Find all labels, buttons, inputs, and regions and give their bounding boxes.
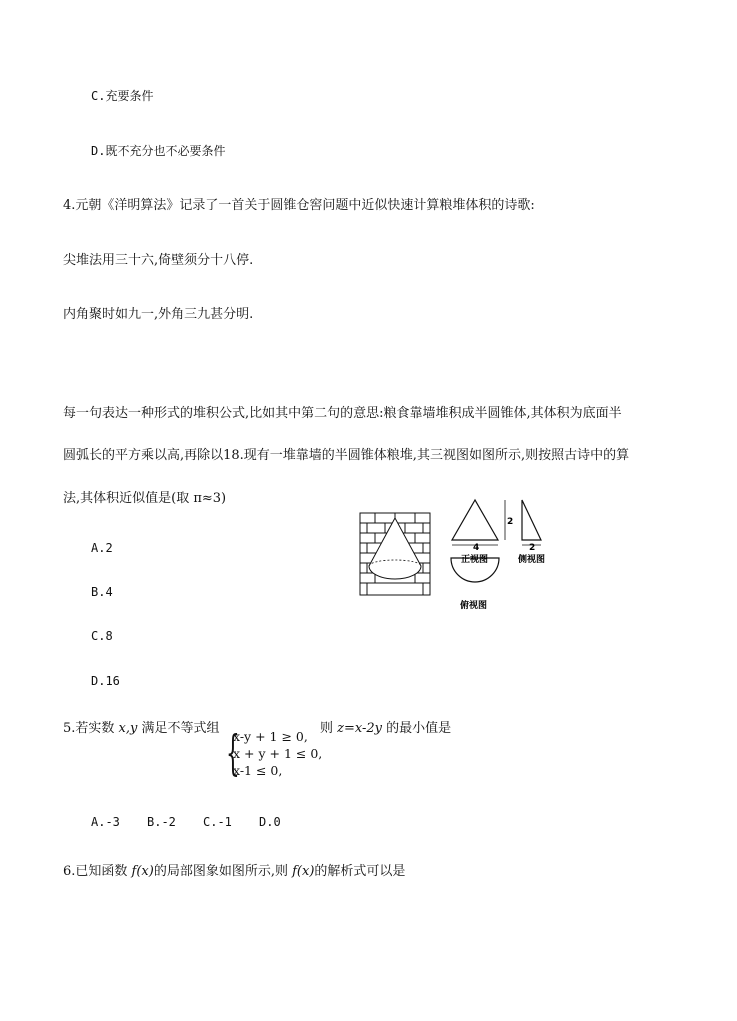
q6-fx-2: f(x) [292,864,315,879]
q4-option-d: D.16 [91,674,120,688]
q6-fx-1: f(x) [131,864,154,879]
front-view-label: 正视图 [461,555,489,565]
q4-option-a: A.2 [91,541,113,555]
dim-height-label: 2 [507,517,514,527]
q4-paragraph-line-2: 圆弧长的平方乘以高,再除以18.现有一堆靠墙的半圆锥体粮堆,其三视图如图所示,则按照古诗中的算 [63,448,630,463]
q4-option-c: C.8 [91,629,113,643]
dim-base-label: 4 [473,543,480,553]
q5-stem-prefix: 5.若实数 [63,721,119,736]
q5-post-2: 的最小值是 [382,721,452,736]
q5-objective: z=x-2y [337,721,382,736]
top-view-label: 俯视图 [460,601,488,611]
q4-poem-line-1: 尖堆法用三十六,倚壁须分十八停. [63,253,254,268]
q5-option-b: B.-2 [147,815,176,829]
q5-inequality-1: x-y + 1 ≥ 0, [233,729,308,744]
q5-post-1: 则 [320,721,338,736]
q4-paragraph-line-3: 法,其体积近似值是(取 π≈3) [63,491,227,506]
q5-question [320,721,451,737]
half-cone-illustration [369,518,421,579]
q6-stem-2: 的局部图象如图所示,则 [153,864,293,879]
q5-option-d: D.0 [259,815,281,829]
q4-stem: 4.元朝《洋明算法》记录了一首关于圆锥仓窖问题中近似快速计算粮堆体积的诗歌: [63,198,535,213]
q6-stem-3: 的解析式可以是 [314,864,406,879]
side-view-triangle [522,500,541,545]
q6-stem [63,864,405,880]
q5-stem-middle: 满足不等式组 [137,721,220,736]
q4-poem-line-2: 内角聚时如九一,外角三九甚分明. [63,307,254,322]
q5-option-a: A.-3 [91,815,120,829]
q5-option-c: C.-1 [203,815,232,829]
q5-stem [63,721,220,737]
option-d: D.既不充分也不必要条件 [91,144,226,158]
q4-option-b: B.4 [91,585,113,599]
q5-inequality-3: x-1 ≤ 0, [233,763,283,778]
dim-side-label: 2 [529,543,536,553]
front-view-triangle [452,500,505,545]
q4-figure [355,496,555,614]
q4-paragraph-line-1: 每一句表达一种形式的堆积公式,比如其中第二句的意思:粮食靠墙堆积成半圆锥体,其体积为底面半 [63,406,622,421]
option-c: C.充要条件 [91,89,154,103]
side-view-label: 侧视图 [518,555,546,565]
q5-variables: x,y [118,721,138,736]
q5-inequality-2: x + y + 1 ≤ 0, [233,746,323,761]
q5-system-brace: { [226,725,240,781]
q6-stem-1: 6.已知函数 [63,864,132,879]
